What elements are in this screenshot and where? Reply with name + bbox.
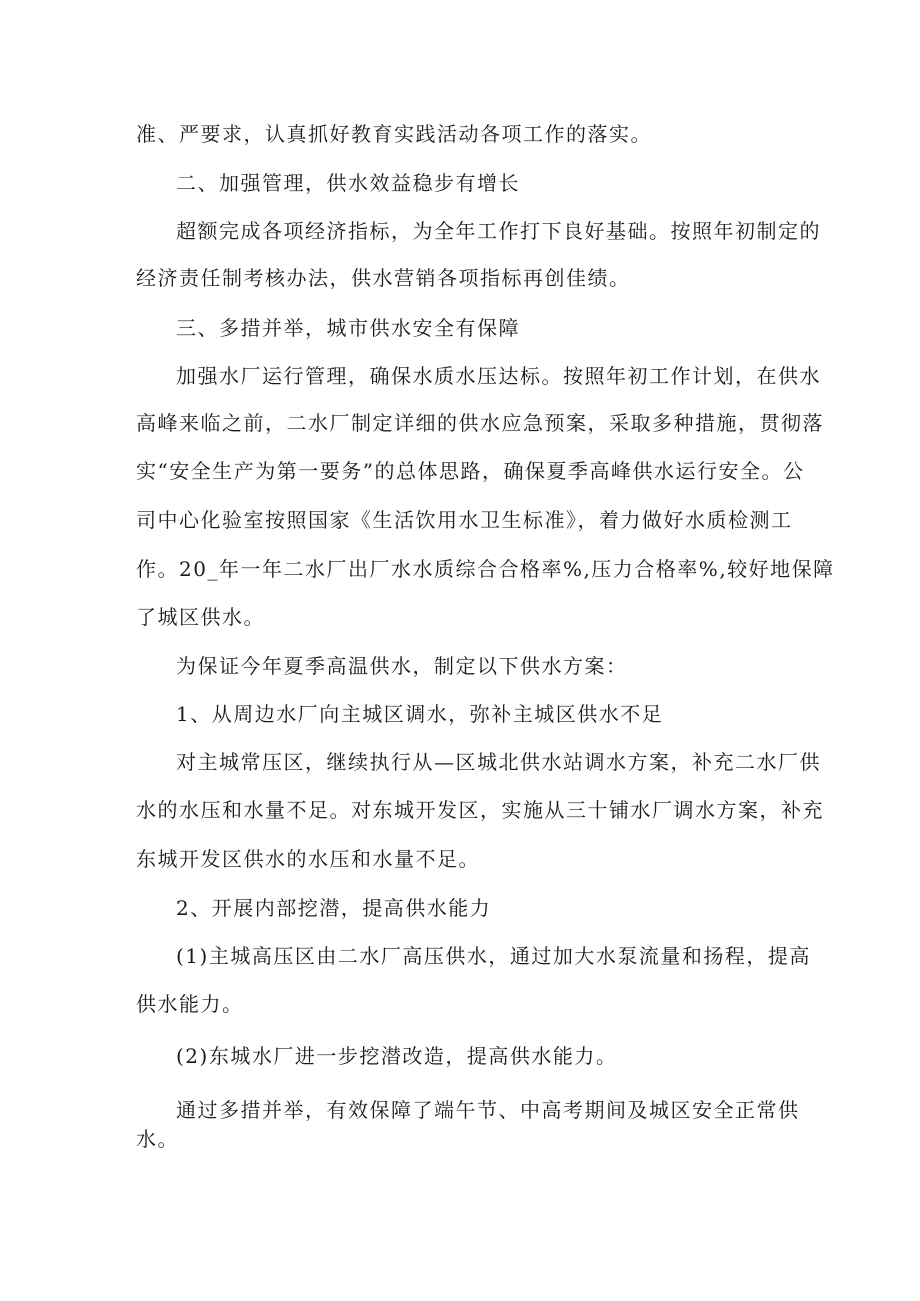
list-item-heading: 1、从周边水厂向主城区调水，弥补主城区供水不足 xyxy=(176,702,664,726)
text-line: 供水能力。 xyxy=(136,992,244,1016)
text-line: 超额完成各项经济指标，为全年工作打下良好基础。按照年初制定的 xyxy=(176,219,821,243)
text-line: 了城区供水。 xyxy=(136,605,265,629)
text-line: 经济责任制考核办法，供水营销各项指标再创佳绩。 xyxy=(136,266,631,290)
text-line: 对主城常压区，继续执行从—区城北供水站调水方案，补充二水厂供 xyxy=(176,750,821,774)
text-line: (2)东城水厂进一步挖潜改造，提高供水能力。 xyxy=(176,1044,618,1068)
text-line: 高峰来临之前，二水厂制定详细的供水应急预案，采取多种措施，贯彻落 xyxy=(136,411,824,435)
list-item-heading: 2、开展内部挖潜，提高供水能力 xyxy=(176,896,492,920)
text-line: (1)主城高压区由二水厂高压供水，通过加大水泵流量和扬程，提高 xyxy=(176,944,811,968)
text-line: 实“安全生产为第一要务”的总体思路，确保夏季高峰供水运行安全。公 xyxy=(136,459,805,483)
text-line: 东城开发区供水的水压和水量不足。 xyxy=(136,847,480,871)
section-heading: 三、多措并举，城市供水安全有保障 xyxy=(176,316,520,340)
text-line: 准、严要求，认真抓好教育实践活动各项工作的落实。 xyxy=(136,122,652,146)
section-heading: 二、加强管理，供水效益稳步有增长 xyxy=(176,171,520,195)
text-line: 加强水厂运行管理，确保水质水压达标。按照年初工作计划，在供水 xyxy=(176,364,821,388)
text-line: 为保证今年夏季高温供水，制定以下供水方案： xyxy=(176,654,628,678)
text-line: 水。 xyxy=(136,1127,179,1151)
text-line: 通过多措并举，有效保障了端午节、中高考期间及城区安全正常供 xyxy=(176,1098,800,1122)
text-line: 司中心化验室按照国家《生活饮用水卫生标准》，着力做好水质检测工 xyxy=(136,508,793,532)
text-line: 水的水压和水量不足。对东城开发区，实施从三十铺水厂调水方案，补充 xyxy=(136,798,824,822)
text-line: 作。20_年一年二水厂出厂水水质综合合格率%,压力合格率%,较好地保障 xyxy=(136,557,835,581)
